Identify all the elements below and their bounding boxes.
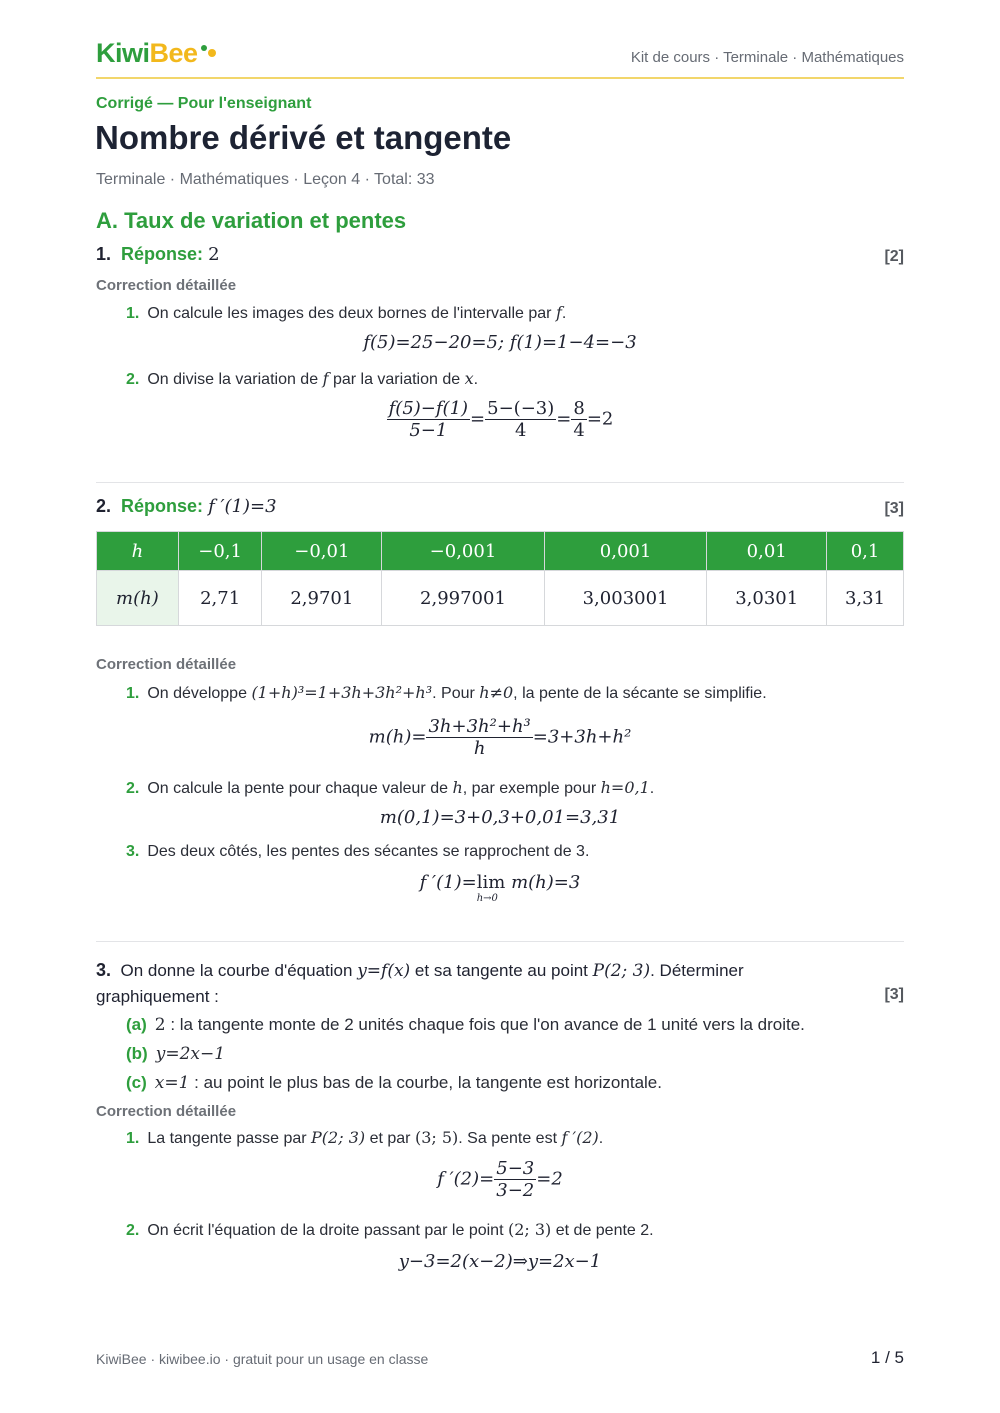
table-cell: 3,31 xyxy=(827,571,904,626)
correction-step: 3. Des deux côtés, les pentes des sécantes se rapprochent de 3. xyxy=(126,843,590,860)
course-kit-label: Kit de cours · Terminale · Mathématiques xyxy=(630,49,904,66)
table-cell: 3,0301 xyxy=(707,571,827,626)
correction-heading: Correction détaillée xyxy=(96,277,237,294)
header-divider xyxy=(96,77,904,79)
points-badge: [3] xyxy=(884,986,904,1003)
correction-step: 1. On calcule les images des deux bornes de l'intervalle par f. xyxy=(126,303,567,322)
table-header-cell: −0,01 xyxy=(262,532,382,571)
limit-equation: f ′(1)=lim h→0 m(h)=3 xyxy=(419,872,581,904)
kiwibee-logo: KiwiBee xyxy=(96,38,198,69)
correction-step: 1. On développe (1+h)³=1+3h+3h²+h³. Pour h≠0, la pente de la sécante se simplifie. xyxy=(126,683,767,702)
correction-step: 2. On calcule la pente pour chaque valeur de h, par exemple pour h=0,1. xyxy=(126,778,655,797)
correction-heading: Correction détaillée xyxy=(96,1103,237,1120)
sub-answer-c: (c) x=1 : au point le plus bas de la courbe, la tangente est horizontale. xyxy=(126,1073,662,1093)
bee-dots-icon xyxy=(200,44,220,58)
equation: y−3=2(x−2)⇒y=2x−1 xyxy=(398,1251,602,1272)
answer-value: f ′(1)=3 xyxy=(208,496,277,517)
table-cell: 2,9701 xyxy=(262,571,382,626)
question-3-prompt: 3. On donne la courbe d'équation y=f(x) et sa tangente au point P(2; 3). Déterminer graphiquement : xyxy=(96,960,744,1006)
page-title: Nombre dérivé et tangente xyxy=(95,119,512,156)
equation-fraction: f ′(2)= $\frac{5-3}{3-2}$ =2 xyxy=(437,1158,563,1201)
table-cell: 2,997001 xyxy=(382,571,545,626)
correction-step: 1. La tangente passe par P(2; 3) et par (3; 5). Sa pente est f ′(2). xyxy=(126,1128,604,1147)
table-cell: 3,003001 xyxy=(544,571,707,626)
points-badge: [2] xyxy=(884,248,904,265)
question-2-answer: 2. Réponse: f ′(1)=3 xyxy=(96,496,277,517)
answer-label: Réponse: xyxy=(121,496,204,516)
table-row-header: m(h) xyxy=(97,571,179,626)
table-cell: 2,71 xyxy=(178,571,262,626)
equation-fraction: m(h)= $\frac{\text{3h+3h²+h³}}{h}$ =3+3h+h² xyxy=(368,716,632,759)
correction-step: 2. On divise la variation de f par la variation de x. xyxy=(126,369,479,388)
table-header-cell: −0,001 xyxy=(382,532,545,571)
answer-label: Réponse: xyxy=(121,244,204,264)
correction-heading: Correction détaillée xyxy=(96,656,237,673)
footer-text: KiwiBee · kiwibee.io · gratuit pour un usage en classe xyxy=(96,1351,429,1367)
table-header-cell: 0,01 xyxy=(707,532,827,571)
question-divider xyxy=(96,482,904,483)
table-header-cell: 0,1 xyxy=(827,532,904,571)
question-divider xyxy=(96,941,904,942)
equation: m(0,1)=3+0,3+0,01=3,31 xyxy=(379,807,621,828)
document-meta: Terminale · Mathématiques · Leçon 4 · Total: 33 xyxy=(96,171,435,188)
table-row xyxy=(97,571,904,626)
equation-fraction: $\frac{f(5)-f(1)}{5-1}$ = $\frac{5-(-3)}{4}$ = $\frac{8}{4}$ =2 xyxy=(388,398,614,441)
table-header-cell: h xyxy=(97,532,179,571)
answer-value: 2 xyxy=(208,244,220,265)
table-header-cell: −0,1 xyxy=(178,532,262,571)
corrige-label: Corrigé — Pour l'enseignant xyxy=(96,95,312,112)
table-header-cell: 0,001 xyxy=(544,532,707,571)
slope-table xyxy=(96,531,904,626)
sub-answer-a: (a) 2 : la tangente monte de 2 unités chaque fois que l'on avance de 1 unité vers la droite. xyxy=(126,1015,805,1035)
correction-step: 2. On écrit l'équation de la droite passant par le point (2; 3) et de pente 2. xyxy=(126,1220,654,1239)
sub-answer-b: (b) y=2x−1 xyxy=(126,1044,226,1064)
page-number: 1 / 5 xyxy=(870,1348,904,1367)
equation: f(5)=25−20=5; f(1)=1−4=−3 xyxy=(363,332,637,353)
section-title: A. Taux de variation et pentes xyxy=(96,208,407,233)
question-1-answer: 1. Réponse: 2 xyxy=(96,244,220,265)
points-badge: [3] xyxy=(884,500,904,517)
table-header-row xyxy=(97,532,904,571)
